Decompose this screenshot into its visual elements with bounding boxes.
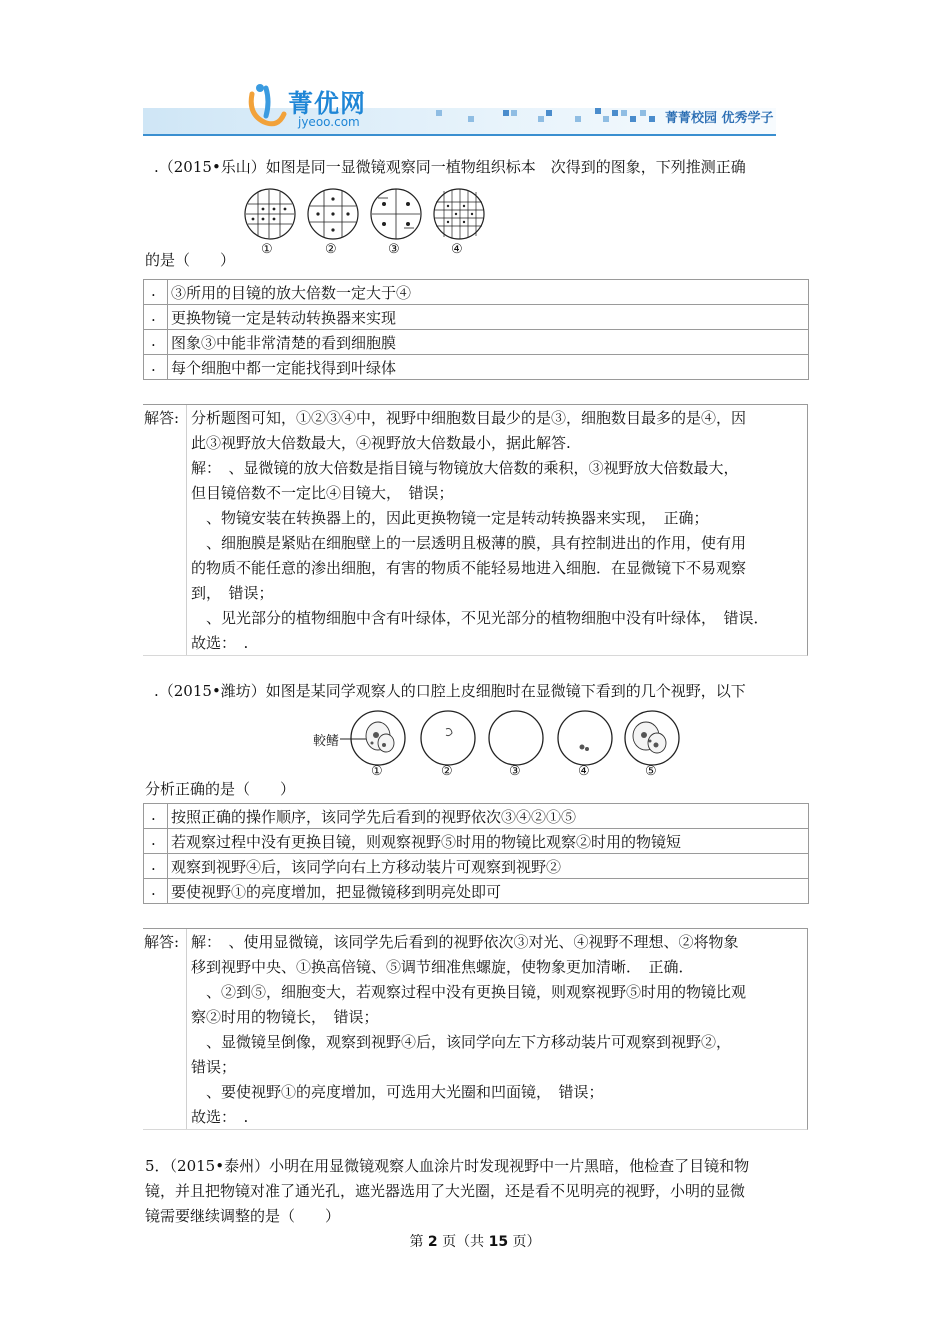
brand-name: 菁优网 — [288, 89, 367, 118]
q4-answer-line: 移到视野中央、①换高倍镜、⑤调节细准焦螺旋，使物象更加清晰． 正确． — [191, 958, 694, 976]
q3-option[interactable]: . 图象③中能非常清楚的看到细胞膜 — [144, 329, 808, 354]
q3-figure-label: ① — [261, 242, 273, 257]
q3-answer-line: 、见光部分的植物细胞中含有叶绿体，不见光部分的植物细胞中没有叶绿体， 错误． — [191, 609, 769, 627]
q3-option[interactable]: . ③所用的目镜的放大倍数一定大于④ — [151, 282, 412, 302]
q3-options-table — [143, 279, 809, 380]
q4-figure-label: ⑤ — [645, 764, 657, 779]
q4-figure-callout: 較鳍 — [313, 734, 340, 749]
q4-answer-line: 解： 、使用显微镜，该同学先后看到的视野依次③对光、④视野不理想、②将物象 — [191, 933, 739, 951]
q3-option-text: 图象③中能非常清楚的看到细胞膜 — [171, 334, 397, 352]
q4-answer-line: 察②时用的物镜长， 错误； — [191, 1008, 379, 1026]
q4-answer-line: 、②到⑤，细胞变大，若观察过程中没有更换目镜，则观察视野⑤时用的物镜比观 — [191, 983, 747, 1001]
q5-stem-line2: 镜，并且把物镜对准了通光孔，遮光器选用了大光圈，还是看不见明亮的视野，小明的显微 — [145, 1182, 746, 1200]
q3-answer-line: 但目镜倍数不一定比④目镜大， 错误； — [191, 484, 454, 502]
q4-figure-label: ④ — [578, 764, 590, 779]
page-number: 2 — [427, 1234, 438, 1250]
q3-answer-box — [143, 404, 808, 656]
q4-figure-label: ② — [441, 764, 453, 779]
q4-option[interactable]: . 要使视野①的亮度增加，把显微镜移到明亮处即可 — [144, 878, 808, 903]
q4-option-text: 要使视野①的亮度增加，把显微镜移到明亮处即可 — [171, 883, 502, 901]
q4-option-text: 若观察过程中没有更换目镜，则观察视野⑤时用的物镜比观察②时用的物镜短 — [171, 833, 682, 851]
brand-domain: jyeoo.com — [298, 115, 360, 129]
header-rule — [143, 134, 776, 136]
q4-stem-line2: 分析正确的是（ ） — [145, 780, 296, 798]
q5-stem-line1: 5．（2015•泰州）小明在用显微镜观察人血涂片时发现视野中一片黑暗，他检查了目镜和物 — [145, 1157, 750, 1175]
q4-option-text: 按照正确的操作顺序，该同学先后看到的视野依次③④②①⑤ — [171, 808, 577, 826]
q4-answer-line: 、要使视野①的亮度增加，可选用大光圈和凹面镜， 错误； — [191, 1083, 604, 1101]
page-total: 15 — [488, 1234, 509, 1250]
q4-answer-line: 故选： . — [191, 1108, 249, 1126]
jyeoo-logo-icon — [244, 80, 292, 132]
q4-figure-label: ① — [371, 764, 383, 779]
q3-stem-line1: .（2015•乐山）如图是同一显微镜观察同一植物组织标本 次得到的图象，下列推测正确 — [154, 158, 746, 176]
q4-stem-line1: .（2015•潍坊）如图是某同学观察人的口腔上皮细胞时在显微镜下看到的几个视野，以下 — [154, 682, 746, 700]
q3-option-text: 更换物镜一定是转动转换器来实现 — [171, 309, 397, 327]
q4-figure — [300, 705, 700, 783]
q3-answer-line: 、细胞膜是紧贴在细胞壁上的一层透明且极薄的膜，具有控制进出的作用，使有用 — [191, 534, 747, 552]
q3-answer-label: 解答: — [144, 409, 180, 427]
q4-answer-box — [143, 928, 808, 1130]
q4-option[interactable]: . 按照正确的操作顺序，该同学先后看到的视野依次③④②①⑤ — [151, 806, 577, 826]
q3-figure-label: ② — [325, 242, 337, 257]
q4-option[interactable]: . 若观察过程中没有更换目镜，则观察视野⑤时用的物镜比观察②时用的物镜短 — [144, 828, 808, 853]
q3-option[interactable]: . 每个细胞中都一定能找得到叶绿体 — [144, 354, 808, 379]
q4-answer-label: 解答: — [144, 933, 180, 951]
q3-answer-line: 的物质不能任意的渗出细胞，有害的物质不能轻易地进入细胞．在显微镜下不易观察 — [191, 559, 747, 577]
q3-option-text: ③所用的目镜的放大倍数一定大于④ — [171, 284, 412, 302]
page-footer: 第 2 页（共 15 页） — [409, 1234, 541, 1250]
q4-figure-label: ③ — [509, 764, 521, 779]
q3-answer-line: 解： 、显微镜的放大倍数是指目镜与物镜放大倍数的乘积，③视野放大倍数最大， — [191, 459, 739, 477]
q4-options-table — [143, 803, 809, 904]
q5-stem-line3: 镜需要继续调整的是（ ） — [145, 1207, 341, 1225]
q3-answer-line: 故选： . — [191, 634, 249, 652]
q3-figure-label: ④ — [451, 242, 463, 257]
q4-answer-line: 错误； — [191, 1058, 237, 1076]
q4-answer-line: 、显微镜呈倒像，观察到视野④后，该同学向左下方移动装片可观察到视野②， — [191, 1033, 732, 1051]
header-slogan: 菁菁校园 优秀学子 — [665, 111, 774, 126]
q3-answer-line: 分析题图可知，①②③④中，视野中细胞数目最少的是③，细胞数目最多的是④，因 — [191, 409, 747, 427]
q3-answer-line: 、物镜安装在转换器上的，因此更换物镜一定是转动转换器来实现， 正确； — [191, 509, 709, 527]
q4-option[interactable]: . 观察到视野④后，该同学向右上方移动装片可观察到视野② — [144, 853, 808, 878]
q4-option-text: 观察到视野④后，该同学向右上方移动装片可观察到视野② — [171, 858, 562, 876]
q3-answer-line: 到， 错误； — [191, 584, 274, 602]
q3-stem-line2: 的是（ ） — [145, 251, 236, 269]
q3-option[interactable]: . 更换物镜一定是转动转换器来实现 — [144, 304, 808, 329]
q3-figure-label: ③ — [388, 242, 400, 257]
q3-option-text: 每个细胞中都一定能找得到叶绿体 — [171, 359, 397, 377]
q3-answer-line: 此③视野放大倍数最大，④视野放大倍数最小，据此解答. — [191, 434, 571, 452]
